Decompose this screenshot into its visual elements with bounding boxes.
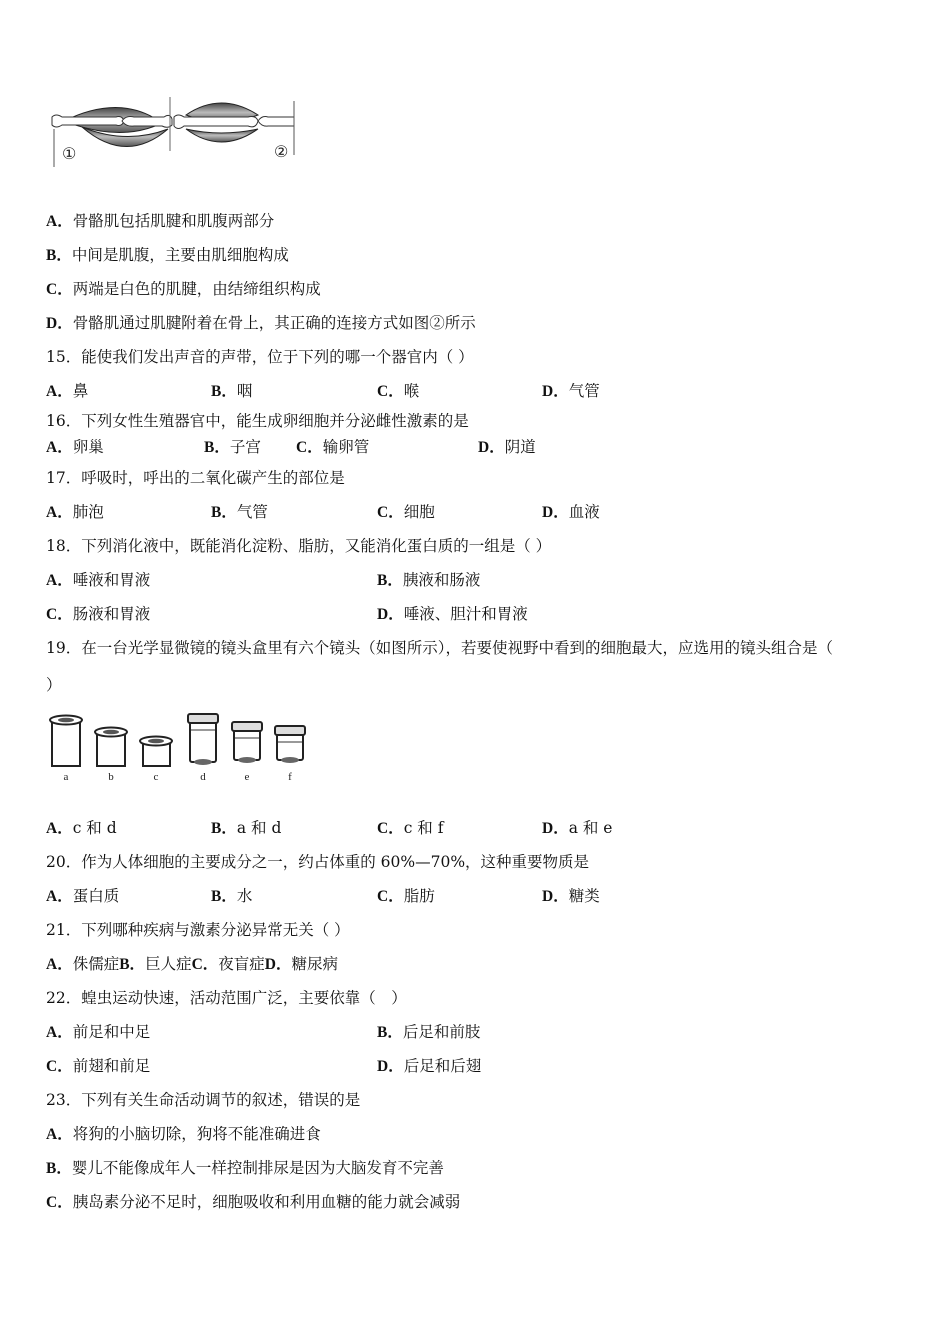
q23-option-b: B．婴儿不能像成年人一样控制排尿是因为大脑发育不完善 bbox=[46, 1159, 444, 1177]
q17-stem: 17．呼吸时，呼出的二氧化碳产生的部位是 bbox=[46, 469, 345, 487]
q18-option-c: C．肠液和胃液 bbox=[46, 605, 151, 623]
q21-options: A．侏儒症B．巨人症C．夜盲症D．糖尿病 bbox=[46, 955, 339, 973]
q20-stem: 20．作为人体细胞的主要成分之一，约占体重的 60%—70%，这种重要物质是 bbox=[46, 853, 590, 871]
q17-option-a: A．肺泡 bbox=[46, 503, 104, 521]
q17-option-c: C．细胞 bbox=[377, 503, 435, 521]
q23-option-c: C．胰岛素分泌不足时，细胞吸收和利用血糖的能力就会减弱 bbox=[46, 1193, 461, 1211]
q16-option-c: C．输卵管 bbox=[296, 438, 370, 456]
q23-stem: 23．下列有关生命活动调节的叙述，错误的是 bbox=[46, 1091, 361, 1109]
lens-label-e: e bbox=[244, 771, 250, 783]
q15-option-b: B．咽 bbox=[211, 382, 253, 400]
lens-label-b: b bbox=[108, 771, 114, 783]
lens-f bbox=[275, 726, 305, 763]
q15-option-d: D．气管 bbox=[542, 382, 600, 400]
q20-option-a: A．蛋白质 bbox=[46, 887, 120, 905]
q22-stem: 22．蝗虫运动快速，活动范围广泛，主要依靠（ ） bbox=[46, 989, 407, 1007]
diagram-2-label: ② bbox=[274, 144, 289, 161]
q20-option-b: B．水 bbox=[211, 887, 253, 905]
q15-option-c: C．喉 bbox=[377, 382, 420, 400]
q19-stem-end: ） bbox=[46, 676, 62, 694]
q17-option-d: D．血液 bbox=[542, 503, 600, 521]
q22-option-d: D．后足和后翅 bbox=[377, 1057, 482, 1075]
q14-option-d: D．骨骼肌通过肌腱附着在骨上，其正确的连接方式如图②所示 bbox=[46, 314, 476, 332]
q18-option-a: A．唾液和胃液 bbox=[46, 571, 151, 589]
q14-option-c: C．两端是白色的肌腱，由结缔组织构成 bbox=[46, 280, 321, 298]
q19-option-a: A．c 和 d bbox=[46, 819, 117, 837]
q18-option-b: B．胰液和肠液 bbox=[377, 571, 481, 589]
lens-d bbox=[188, 714, 218, 765]
lens-label-f: f bbox=[288, 771, 292, 783]
q18-option-d: D．唾液、胆汁和胃液 bbox=[377, 605, 528, 623]
lens-a bbox=[50, 716, 82, 767]
lens-b bbox=[95, 728, 127, 767]
q19-option-b: B．a 和 d bbox=[211, 819, 282, 837]
q14-option-b: B．中间是肌腹，主要由肌细胞构成 bbox=[46, 246, 289, 264]
diagram-1-label: ① bbox=[62, 146, 77, 163]
microscope-lenses-figure bbox=[46, 708, 310, 784]
q15-stem: 15．能使我们发出声音的声带，位于下列的哪一个器官内（ ） bbox=[46, 348, 474, 366]
lens-e bbox=[232, 722, 262, 763]
q19-option-c: C．c 和 f bbox=[377, 819, 444, 837]
q22-option-c: C．前翅和前足 bbox=[46, 1057, 151, 1075]
q14-option-a: A．骨骼肌包括肌腱和肌腹两部分 bbox=[46, 212, 275, 230]
q18-stem: 18．下列消化液中，既能消化淀粉、脂肪，又能消化蛋白质的一组是（ ） bbox=[46, 537, 552, 555]
lens-label-a: a bbox=[63, 771, 69, 783]
muscle-attachment-figure bbox=[46, 95, 298, 167]
q20-option-c: C．脂肪 bbox=[377, 887, 435, 905]
lens-label-c: c bbox=[153, 771, 159, 783]
q15-option-a: A．鼻 bbox=[46, 382, 89, 400]
q19-option-d: D．a 和 e bbox=[542, 819, 613, 837]
q22-option-b: B．后足和前肢 bbox=[377, 1023, 481, 1041]
q16-option-d: D．阴道 bbox=[478, 438, 536, 456]
q23-option-a: A．将狗的小脑切除，狗将不能准确进食 bbox=[46, 1125, 321, 1143]
q17-option-b: B．气管 bbox=[211, 503, 268, 521]
q16-option-b: B．子宫 bbox=[204, 438, 261, 456]
lens-label-d: d bbox=[200, 771, 206, 783]
q16-option-a: A．卵巢 bbox=[46, 438, 104, 456]
q16-stem: 16．下列女性生殖器官中，能生成卵细胞并分泌雌性激素的是 bbox=[46, 412, 469, 430]
q19-stem: 19．在一台光学显微镜的镜头盒里有六个镜头（如图所示），若要使视野中看到的细胞最大，应选用的镜头组合是（ bbox=[46, 639, 833, 657]
q21-stem: 21．下列哪种疾病与激素分泌异常无关（ ） bbox=[46, 921, 350, 939]
q20-option-d: D．糖类 bbox=[542, 887, 600, 905]
lens-c bbox=[140, 737, 172, 767]
q22-option-a: A．前足和中足 bbox=[46, 1023, 151, 1041]
